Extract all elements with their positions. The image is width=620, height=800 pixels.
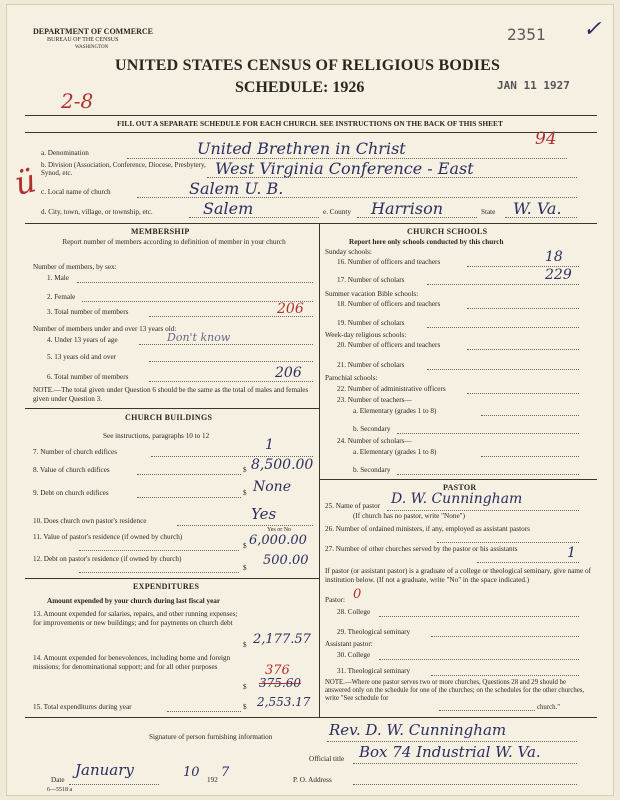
- membership-note: NOTE.—The total given under Question 6 should be the same as the total of males and females given under Question 3.: [33, 386, 309, 403]
- q27-value: 1: [567, 545, 576, 561]
- date-year-prefix: 192: [207, 776, 218, 784]
- city-label: d. City, town, village, or township, etc.: [41, 208, 153, 216]
- q31-label: 31. Theological seminary: [337, 667, 411, 675]
- q8-dollar-sign: $: [243, 466, 247, 474]
- signature-label: Signature of person furnishing information: [149, 733, 273, 741]
- check-mark: ✓: [583, 17, 602, 42]
- q26-label: 26. Number of ordained ministers, if any, employed as assistant pastors: [325, 525, 530, 533]
- q2-female-label: 2. Female: [47, 293, 76, 301]
- age-heading: Number of members under and over 13 years old:: [33, 325, 177, 333]
- q9-debt-value: None: [253, 479, 291, 495]
- q6-total-members-value: 206: [275, 365, 302, 381]
- q13-running-expenses-label: 13. Amount expended for salaries, repairs, and other running expenses; for improvements or new buildings; and for payments on church debt: [33, 610, 238, 627]
- q14-benevolences-label: 14. Amount expended for benevolences, including home and foreign missions; for denominational support; and for all other purposes: [33, 654, 231, 671]
- denomination-value: United Brethren in Christ: [197, 139, 406, 158]
- q11-dollar-sign: $: [243, 542, 247, 550]
- date-month-value: January: [75, 761, 134, 779]
- state-label: State: [481, 208, 496, 216]
- q16-value: 18: [545, 249, 563, 265]
- signature-value: Rev. D. W. Cunningham: [329, 721, 507, 739]
- local-name-label: c. Local name of church: [41, 188, 111, 196]
- date-day-value: 10: [183, 765, 200, 780]
- q12-residence-debt-value: 500.00: [263, 553, 309, 568]
- q4-under-13-label: 4. Under 13 years of age: [47, 336, 118, 344]
- q16-label: 16. Number of officers and teachers: [337, 258, 441, 266]
- membership-intro: Report number of members according to definition of member in your church: [62, 238, 286, 246]
- q24b-label: b. Secondary: [353, 466, 391, 474]
- q12-dollar-sign: $: [243, 564, 247, 572]
- expenditures-intro: Amount expended by your church during last fiscal year: [47, 597, 221, 605]
- q30-label: 30. College: [337, 651, 371, 659]
- bureau-name: BUREAU OF THE CENSUS: [47, 37, 119, 43]
- q17-value: 229: [545, 267, 572, 283]
- graduate-note: If pastor (or assistant pastor) is a graduate of a college or theological seminary, give name of institution below. (If not a graduate, write "No" in the space indicated.): [325, 567, 591, 584]
- received-date-stamp: JAN 11 1927: [497, 79, 570, 92]
- schools-heading: CHURCH SCHOOLS: [407, 227, 488, 236]
- q9-debt-label: 9. Debt on church edifices: [33, 489, 109, 497]
- parochial-schools-label: Parochial schools:: [325, 374, 378, 382]
- pastor-subhead: Pastor:: [325, 596, 345, 604]
- denomination-code: 94: [535, 129, 557, 149]
- division-value: West Virginia Conference - East: [215, 159, 474, 178]
- q4-under-13-value: Don't know: [167, 331, 231, 344]
- q10-residence-label: 10. Does church own pastor's residence: [33, 517, 147, 525]
- q1-male-label: 1. Male: [47, 274, 69, 282]
- division-label: b. Division (Association, Conference, Diocese, Presbytery, Synod, etc.: [41, 161, 206, 177]
- q24a-label: a. Elementary (grades 1 to 8): [353, 448, 437, 456]
- official-title-value: Box 74 Industrial W. Va.: [359, 743, 541, 761]
- official-title-label: Official title: [309, 755, 345, 763]
- q25-label: 25. Name of pastor: [325, 502, 381, 510]
- q7-edifices-value: 1: [265, 437, 274, 453]
- sunday-schools-label: Sunday schools:: [325, 248, 372, 256]
- q27-label: 27. Number of other churches served by the pastor or his assistants: [325, 545, 518, 553]
- q17-label: 17. Number of scholars: [337, 276, 405, 284]
- q22-label: 22. Number of administrative officers: [337, 385, 446, 393]
- q23b-label: b. Secondary: [353, 425, 391, 433]
- q8-value-label: 8. Value of church edifices: [33, 466, 110, 474]
- department-name: DEPARTMENT OF COMMERCE: [33, 27, 154, 36]
- q3-total-members-label: 3. Total number of members: [47, 308, 129, 316]
- denomination-label: a. Denomination: [41, 149, 89, 157]
- q11-residence-value-value: 6,000.00: [249, 533, 307, 548]
- county-value: Harrison: [371, 199, 444, 218]
- q6-total-members-label: 6. Total number of members: [47, 373, 129, 381]
- schools-intro: Report here only schools conducted by this church: [349, 238, 504, 246]
- q23-label: 23. Number of teachers—: [337, 396, 412, 404]
- serial-stamp: 2351: [507, 25, 546, 44]
- q15-dollar-sign: $: [243, 703, 247, 711]
- q13-dollar-sign: $: [243, 641, 247, 649]
- weekday-schools-label: Week-day religious schools:: [325, 331, 407, 339]
- q3-total-members-value: 206: [277, 301, 304, 317]
- pastor-heading: PASTOR: [443, 483, 477, 492]
- pastor-graduate-value: 0: [353, 587, 362, 602]
- city-name: WASHINGTON: [75, 45, 109, 50]
- q29-label: 29. Theological seminary: [337, 628, 411, 636]
- census-schedule-page: [6, 4, 614, 796]
- form-title: UNITED STATES CENSUS OF RELIGIOUS BODIES: [115, 57, 501, 74]
- local-name-value: Salem U. B.: [189, 179, 284, 198]
- summer-schools-label: Summer vacation Bible schools:: [325, 290, 419, 298]
- q13-running-expenses-value: 2,177.57: [253, 632, 311, 647]
- red-number-annotation: 2-8: [61, 89, 94, 113]
- q15-total-label: 15. Total expenditures during year: [33, 703, 132, 711]
- state-value: W. Va.: [513, 199, 562, 218]
- buildings-intro: See instructions, paragraphs 10 to 12: [103, 432, 210, 440]
- yes-no-caption: Yes or No: [267, 527, 292, 533]
- q14-dollar-sign: $: [243, 683, 247, 691]
- q14-struck-value: 375.60: [259, 676, 301, 690]
- pastor-note: NOTE.—Where one pastor serves two or more churches, Questions 28 and 29 should be answered only on the schedule for one of the churches; on the schedules for the other churches, write "See schedule for: [325, 679, 585, 702]
- q8-value-value: 8,500.00: [251, 457, 314, 473]
- q25-value: D. W. Cunningham: [391, 491, 523, 507]
- q12-residence-debt-label: 12. Debt on pastor's residence (if owned by church): [33, 555, 182, 563]
- q14-benevolences-value: 376: [265, 663, 290, 678]
- pastor-note-end: church.": [537, 704, 560, 711]
- q18-label: 18. Number of officers and teachers: [337, 300, 441, 308]
- expenditures-heading: EXPENDITURES: [133, 582, 200, 591]
- schedule-title: SCHEDULE: 1926: [235, 79, 365, 96]
- q19-label: 19. Number of scholars: [337, 319, 405, 327]
- q11-residence-value-label: 11. Value of pastor's residence (if owned by church): [33, 533, 183, 541]
- members-by-sex-label: Number of members, by sex:: [33, 263, 117, 271]
- q28-label: 28. College: [337, 608, 371, 616]
- q9-dollar-sign: $: [243, 489, 247, 497]
- q10-residence-value: Yes: [251, 505, 277, 523]
- membership-heading: MEMBERSHIP: [131, 227, 190, 236]
- po-address-label: P. O. Address: [293, 776, 332, 784]
- form-number: 6—5518 a: [47, 787, 73, 793]
- city-value: Salem: [203, 199, 254, 218]
- date-label: Date: [51, 776, 65, 784]
- q23a-label: a. Elementary (grades 1 to 8): [353, 407, 437, 415]
- date-year-value: 7: [221, 765, 230, 780]
- q24-label: 24. Number of scholars—: [337, 437, 412, 445]
- q5-over-13-label: 5. 13 years old and over: [47, 353, 117, 361]
- county-label: e. County: [323, 208, 351, 216]
- instructions-line: FILL OUT A SEPARATE SCHEDULE FOR EACH CHURCH. SEE INSTRUCTIONS ON THE BACK OF THIS SHEET: [117, 119, 503, 128]
- red-margin-mark: ü: [11, 161, 40, 203]
- q15-total-value: 2,553.17: [257, 695, 311, 709]
- q21-label: 21. Number of scholars: [337, 361, 405, 369]
- assistant-pastor-subhead: Assistant pastor:: [325, 640, 373, 648]
- q25-note: (If church has no pastor, write "None"): [353, 512, 465, 520]
- buildings-heading: CHURCH BUILDINGS: [125, 413, 213, 422]
- q20-label: 20. Number of officers and teachers: [337, 341, 441, 349]
- q7-edifices-label: 7. Number of church edifices: [33, 448, 118, 456]
